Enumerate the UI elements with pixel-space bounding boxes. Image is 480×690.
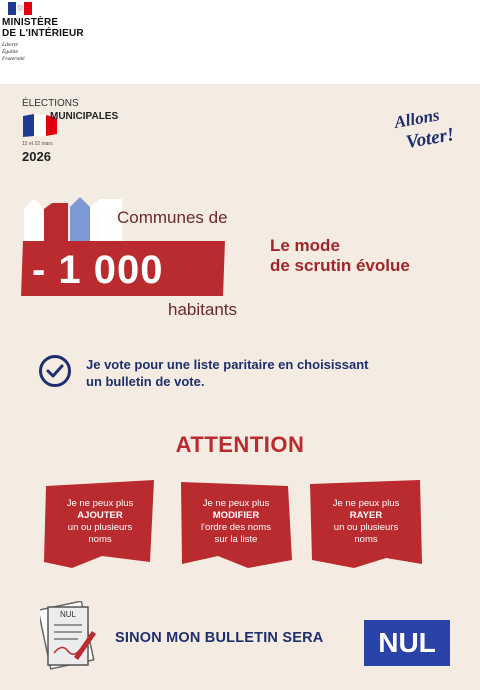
ministry-line-1: MINISTÈRE: [2, 17, 59, 28]
rule-verb: AJOUTER: [77, 510, 123, 521]
election-type: MUNICIPALES: [50, 111, 119, 122]
rule-text: [42, 498, 158, 546]
vote-info-line-2: un bulletin de vote.: [86, 374, 205, 389]
rule-post-2: noms: [88, 534, 112, 545]
mode-line-2: de scrutin évolue: [270, 256, 410, 275]
rule-card-rayer: [308, 478, 424, 570]
rule-post-2: noms: [354, 534, 378, 545]
mode-line-1: Le mode: [270, 236, 340, 255]
houses-icon: [22, 195, 127, 245]
rule-card-modifier: [178, 478, 294, 570]
svg-text:Voter!: Voter!: [404, 124, 456, 154]
motto-egalite: Égalité: [2, 49, 18, 55]
election-year: 2026: [22, 149, 51, 164]
mode-heading: [270, 236, 410, 276]
ballot-label: NUL: [60, 610, 77, 619]
ministry-header: [0, 0, 480, 84]
election-dates: 15 et 22 mars: [22, 141, 53, 147]
rule-pre: Je ne peux plus: [66, 498, 134, 509]
vote-info: [86, 356, 436, 390]
check-circle-icon: [38, 354, 72, 388]
population-threshold: - 1 000: [32, 248, 164, 292]
footer-warning: SINON MON BULLETIN SERA: [115, 630, 324, 646]
rule-verb: RAYER: [349, 510, 383, 521]
election-word: ÉLECTIONS: [22, 98, 79, 109]
rule-text: [308, 498, 424, 546]
communes-prefix: Communes de: [117, 208, 228, 227]
rule-post-1: l'ordre des noms: [201, 522, 271, 533]
vote-info-line-1: Je vote pour une liste paritaire en choisissant: [86, 357, 369, 372]
rule-post-1: un ou plusieurs: [333, 522, 399, 533]
rule-pre: Je ne peux plus: [332, 498, 400, 509]
marianne-logo-icon: [8, 2, 32, 15]
rule-post-1: un ou plusieurs: [67, 522, 133, 533]
communes-suffix: habitants: [168, 300, 237, 319]
allons-voter-logo: [390, 100, 470, 156]
motto-liberte: Liberté: [2, 42, 18, 48]
republic-motto: [2, 42, 25, 63]
motto-fraternite: Fraternité: [2, 56, 25, 62]
nul-badge: NUL: [364, 620, 450, 666]
attention-heading: ATTENTION: [175, 432, 305, 457]
ministry-line-2: DE L'INTÉRIEUR: [2, 28, 84, 39]
svg-text:Allons: Allons: [392, 105, 441, 132]
rule-post-2: sur la liste: [214, 534, 258, 545]
rule-verb: MODIFIER: [212, 510, 260, 521]
rule-text: [178, 498, 294, 546]
rule-card-ajouter: [42, 478, 158, 570]
ministry-title: [2, 17, 84, 39]
void-ballot-icon: [40, 601, 100, 671]
rule-pre: Je ne peux plus: [202, 498, 270, 509]
